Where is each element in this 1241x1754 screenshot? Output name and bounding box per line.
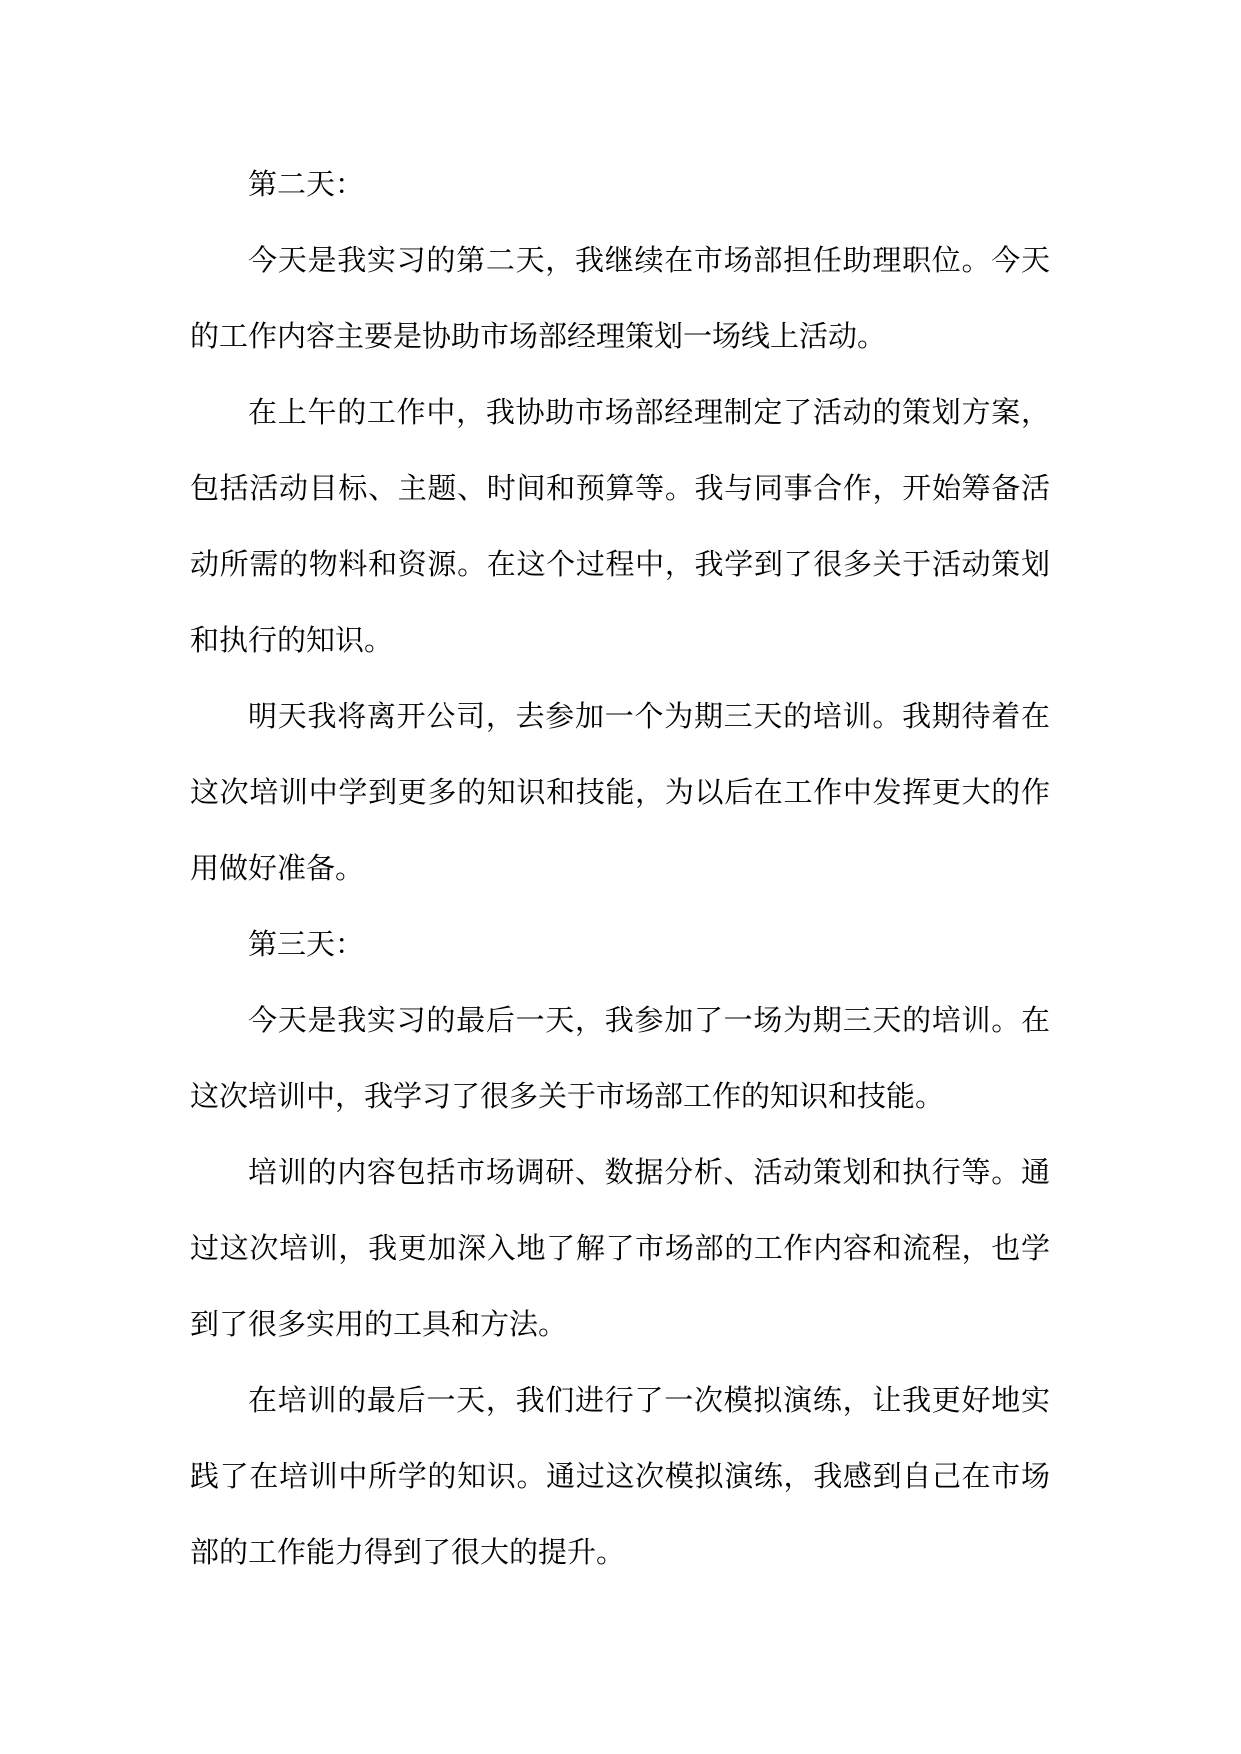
day-three-heading: 第三天： — [248, 927, 365, 961]
paragraph-day-two-intro: 今天是我实习的第二天，我继续在市场部担任助理职位。今天的工作内容主要是协助市场部经理策划一场线上活动。 — [190, 243, 1050, 353]
paragraph-day-three-intro: 今天是我实习的最后一天，我参加了一场为期三天的培训。在这次培训中，我学习了很多关于市场部工作的知识和技能。 — [190, 1003, 1050, 1113]
document-body — [190, 146, 1050, 1590]
day-two-heading: 第二天： — [248, 167, 365, 201]
paragraph-tomorrow-training: 明天我将离开公司，去参加一个为期三天的培训。我期待着在这次培训中学到更多的知识和技能，为以后在工作中发挥更大的作用做好准备。 — [190, 699, 1050, 885]
paragraph-training-content: 培训的内容包括市场调研、数据分析、活动策划和执行等。通过这次培训，我更加深入地了解了市场部的工作内容和流程，也学到了很多实用的工具和方法。 — [190, 1155, 1050, 1341]
paragraph-morning-work: 在上午的工作中，我协助市场部经理制定了活动的策划方案，包括活动目标、主题、时间和预算等。我与同事合作，开始筹备活动所需的物料和资源。在这个过程中，我学到了很多关于活动策划和执行的知识。 — [190, 395, 1050, 657]
paragraph-simulation-drill: 在培训的最后一天，我们进行了一次模拟演练，让我更好地实践了在培训中所学的知识。通过这次模拟演练，我感到自己在市场部的工作能力得到了很大的提升。 — [190, 1383, 1050, 1569]
